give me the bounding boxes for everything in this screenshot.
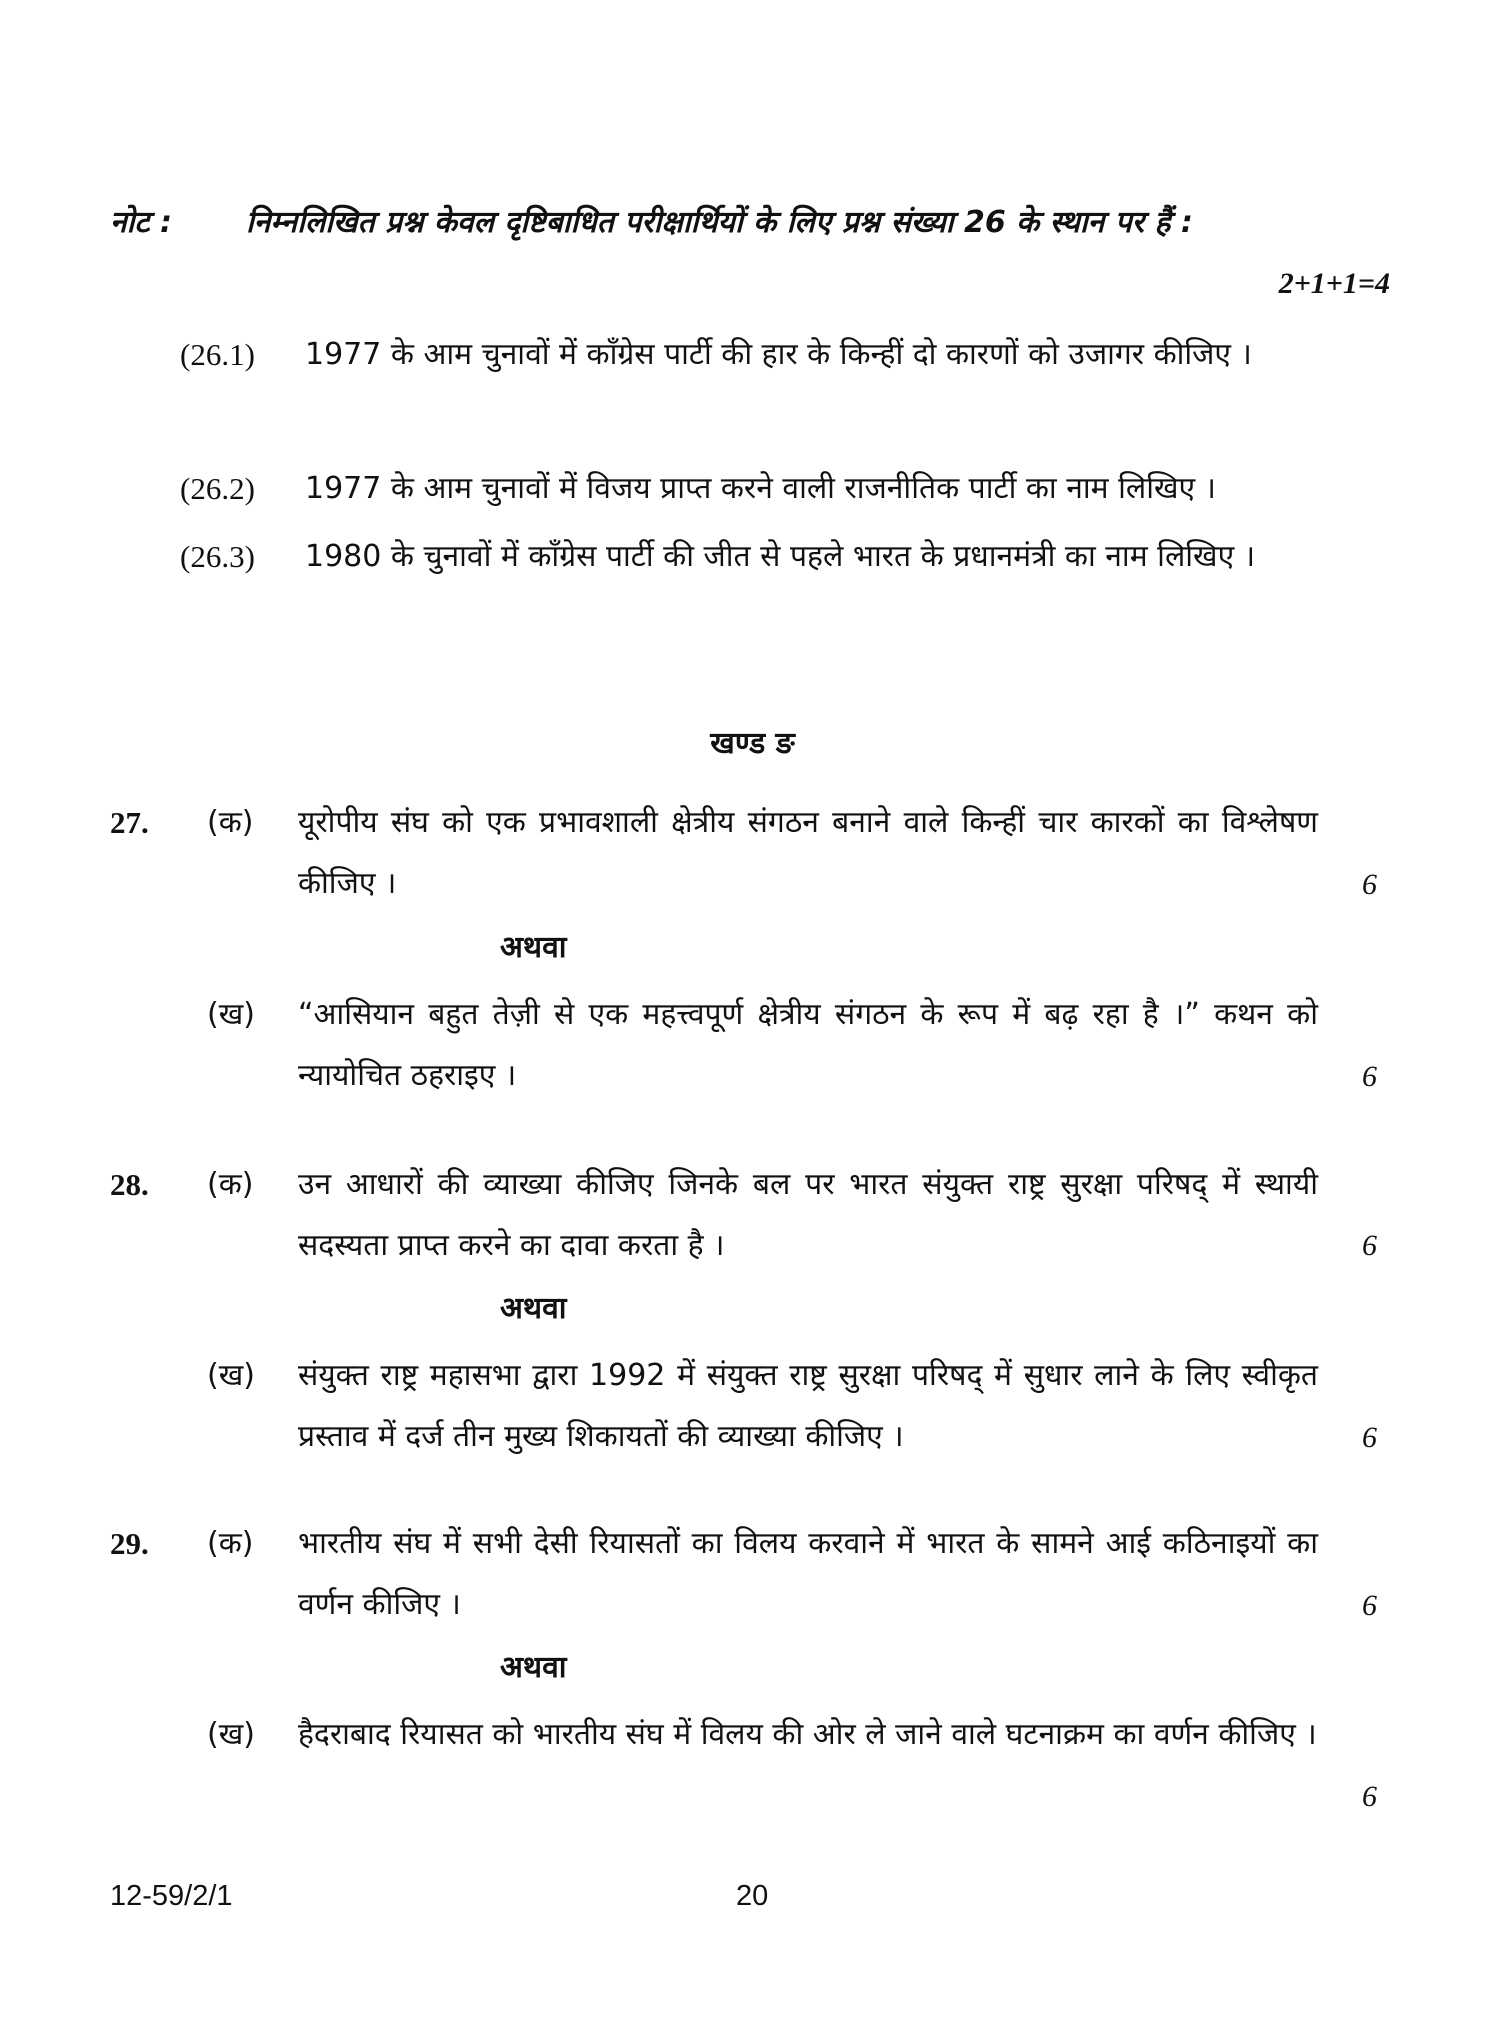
item-text-26-3: 1980 के चुनावों में काँग्रेस पार्टी की जीत से पहले भारत के प्रधानमंत्री का नाम लिखिए । [305, 539, 1256, 574]
option-label: (क) [207, 805, 254, 840]
page-number: 20 [736, 1880, 769, 1912]
question-29-a-text: भारतीय संघ में सभी देसी रियासतों का विलय करवाने में भारत के सामने आई कठिनाइयों का वर्णन कीजिए । [298, 1526, 1318, 1622]
marks: 6 [1362, 868, 1377, 901]
marks: 6 [1362, 1421, 1377, 1454]
option-label: (ख) [207, 1358, 255, 1393]
note-label: नोट : [110, 205, 172, 240]
marks: 6 [1362, 1589, 1377, 1622]
question-27-b-text: “आसियान बहुत तेज़ी से एक महत्त्वपूर्ण क्षेत्रीय संगठन के रूप में बढ़ रहा है ।” कथन को न्यायोचित ठहराइए । [298, 997, 1318, 1093]
marks: 6 [1362, 1229, 1377, 1262]
question-28-a-text: उन आधारों की व्याख्या कीजिए जिनके बल पर भारत संयुक्त राष्ट्र सुरक्षा परिषद् में स्थायी सदस्यता प्राप्त करने का दावा करता है । [298, 1167, 1318, 1263]
marks: 6 [1362, 1060, 1377, 1093]
question-28-b-text: संयुक्त राष्ट्र महासभा द्वारा 1992 में संयुक्त राष्ट्र सुरक्षा परिषद् में सुधार लाने के लिए स्वीकृत प्रस्ताव में दर्ज तीन मुख्य शिकायतों की व्याख्या कीजिए । [298, 1358, 1318, 1454]
item-text-26-1: 1977 के आम चुनावों में काँग्रेस पार्टी की हार के किन्हीं दो कारणों को उजागर कीजिए । [305, 337, 1252, 372]
question-number-27: 27. [110, 805, 149, 840]
item-label-26-3: (26.3) [180, 539, 255, 574]
option-label: (ख) [207, 1717, 255, 1752]
item-label-26-1: (26.1) [180, 337, 255, 372]
item-label-26-2: (26.2) [180, 471, 255, 506]
question-27-a-text: यूरोपीय संघ को एक प्रभावशाली क्षेत्रीय संगठन बनाने वाले किन्हीं चार कारकों का विश्लेषण कीजिए । [298, 805, 1318, 901]
marks: 6 [1362, 1780, 1377, 1813]
note-marks: 2+1+1=4 [1278, 267, 1390, 300]
section-title: खण्ड ङ [710, 726, 795, 761]
option-label: (ख) [207, 997, 255, 1032]
paper-code: 12-59/2/1 [110, 1880, 233, 1912]
item-text-26-2: 1977 के आम चुनावों में विजय प्राप्त करने वाली राजनीतिक पार्टी का नाम लिखिए । [305, 471, 1217, 506]
question-number-29: 29. [110, 1526, 149, 1561]
or-label: अथवा [500, 1650, 567, 1685]
note-text: निम्नलिखित प्रश्न केवल दृष्टिबाधित परीक्षार्थियों के लिए प्रश्न संख्या 26 के स्थान पर हैं : [246, 205, 1193, 240]
or-label: अथवा [500, 930, 567, 965]
question-number-28: 28. [110, 1167, 149, 1202]
or-label: अथवा [500, 1291, 567, 1326]
option-label: (क) [207, 1526, 254, 1561]
question-29-b-text: हैदराबाद रियासत को भारतीय संघ में विलय की ओर ले जाने वाले घटनाक्रम का वर्णन कीजिए । [298, 1717, 1317, 1752]
option-label: (क) [207, 1167, 254, 1202]
